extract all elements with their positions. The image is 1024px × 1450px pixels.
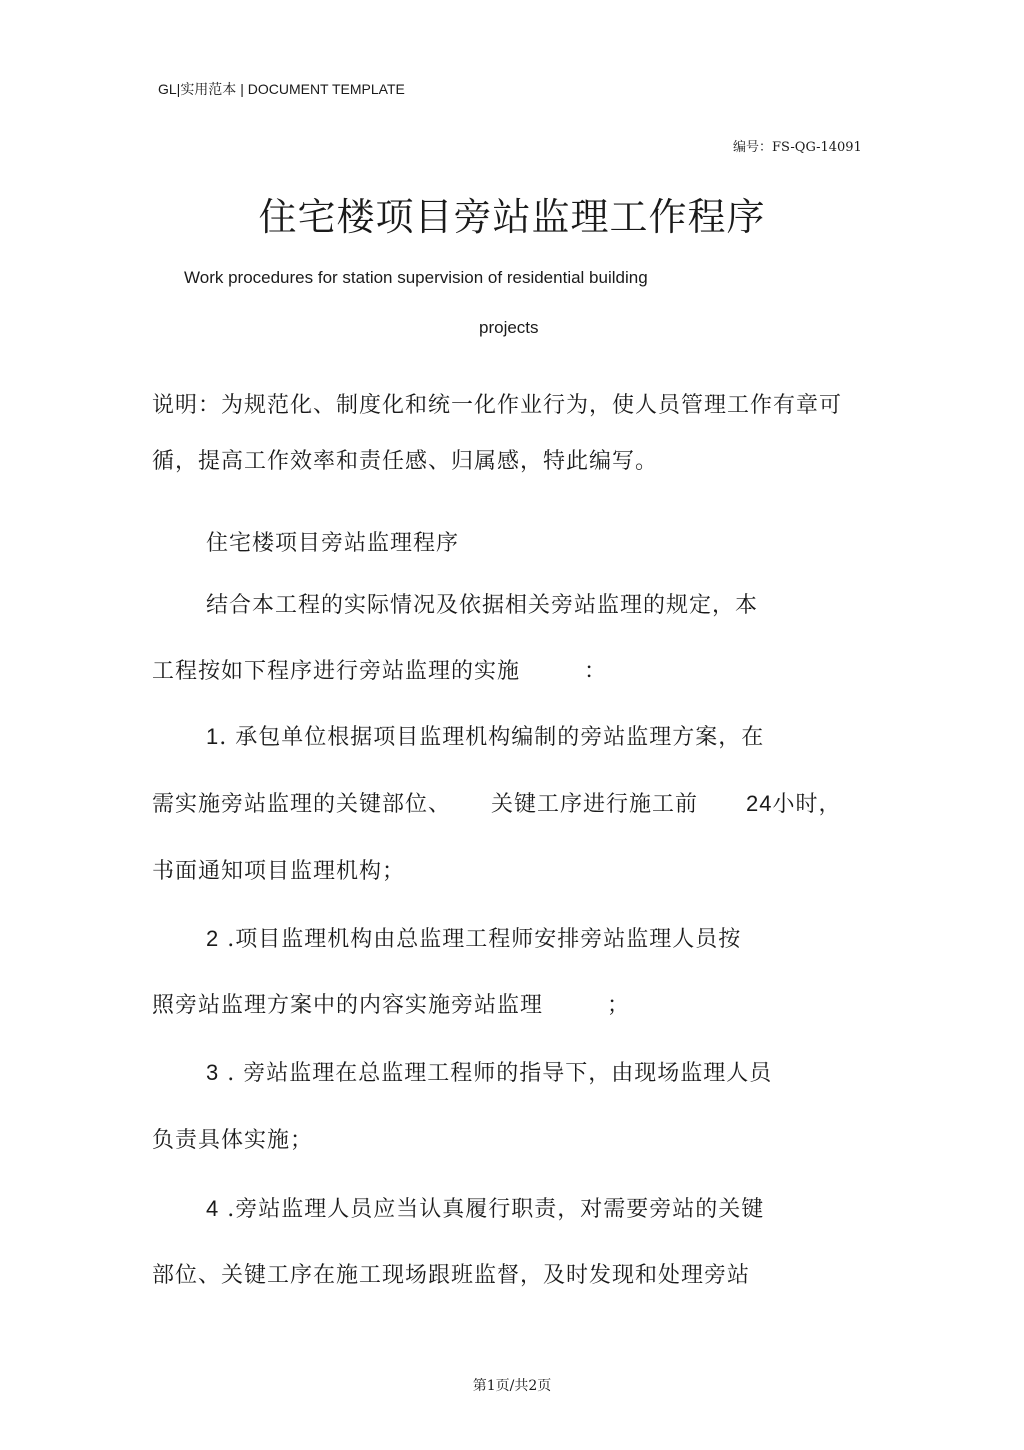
item1-line-2 — [152, 787, 842, 818]
intro-line-2: 循，提高工作效率和责任感、归属感，特此编写。 — [152, 449, 659, 474]
item2-line-2 — [152, 988, 630, 1019]
item2-line-2-text: 照旁站监理方案中的内容实施旁站监理 — [152, 993, 544, 1018]
item1-line-2a: 需实施旁站监理的关键部位、 — [152, 792, 452, 817]
para1-line-2 — [152, 654, 607, 685]
item4-number: 4 — [206, 1196, 220, 1221]
header-label: GL|实用范本 | DOCUMENT TEMPLATE — [158, 81, 405, 97]
item3-line-1-text: . 旁站监理在总监理工程师的指导下，由现场监理人员 — [219, 1061, 773, 1086]
item3-line-2: 负责具体实施； — [152, 1128, 314, 1153]
item1-hours: 24 — [746, 791, 773, 816]
para1-line-2-text: 工程按如下程序进行旁站监理的实施 — [152, 659, 521, 684]
item2-semicolon: ； — [607, 993, 631, 1018]
intro-line-1: 说明：为规范化、制度化和统一化作业行为，使人员管理工作有章可 — [152, 393, 843, 418]
document-title: 住宅楼项目旁站监理工作程序 — [258, 195, 766, 239]
para1-line-1: 结合本工程的实际情况及依据相关旁站监理的规定，本 — [206, 593, 759, 618]
item3-line-1 — [206, 1056, 772, 1087]
item4-line-2: 部位、关键工序在施工现场跟班监督，及时发现和处理旁站 — [152, 1263, 751, 1288]
english-subtitle-line-1: Work procedures for station supervision of residential building — [184, 268, 648, 287]
item3-number: 3 — [206, 1060, 220, 1085]
item2-line-1-text: .项目监理机构由总监理工程师安排旁站监理人员按 — [219, 927, 742, 952]
item4-line-1-text: .旁站监理人员应当认真履行职责，对需要旁站的关键 — [219, 1197, 765, 1222]
item2-line-1 — [206, 922, 741, 953]
item2-number: 2 — [206, 926, 220, 951]
item1-number: 1 — [206, 724, 220, 749]
item1-line-2b: 关键工序进行施工前 — [491, 792, 699, 817]
para1-colon: ： — [584, 659, 608, 684]
item4-line-1 — [206, 1192, 764, 1223]
item1-line-1 — [206, 720, 764, 751]
section-title: 住宅楼项目旁站监理程序 — [206, 531, 460, 556]
item1-line-2c: 小时， — [772, 792, 842, 817]
english-subtitle-line-2: projects — [479, 318, 539, 337]
document-number: 编号：FS-QG-14091 — [733, 140, 862, 155]
item1-line-1-text: . 承包单位根据项目监理机构编制的旁站监理方案，在 — [219, 725, 765, 750]
page-indicator: 第1页/共2页 — [472, 1378, 552, 1394]
item1-line-3: 书面通知项目监理机构； — [152, 859, 406, 884]
